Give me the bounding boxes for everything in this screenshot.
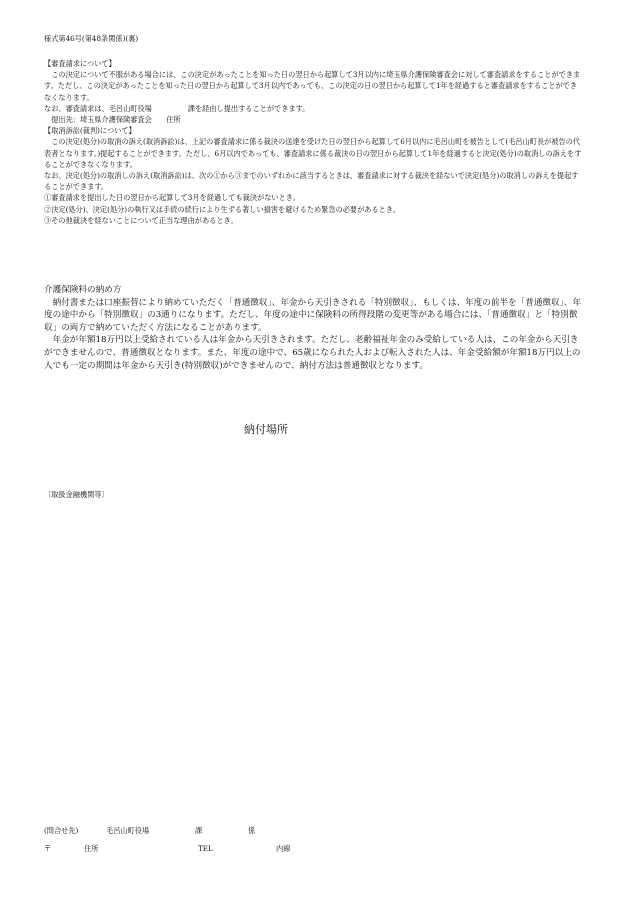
payment-method-paragraph-1: 納付書または口座振替により納めていただく「普通徴収」、年金から天引きされる「特別徴収」、もしくは、年度の前半を「普通徴収」、年度の途中から「特別徴収」の3通りになります。ただし、年度の途中に保険料の所得段階の変更等がある場合には、「普通徴収」と「特別徴収」の両方で納めていただく方法になることがあります。 (44, 297, 582, 333)
appeal-section (44, 58, 584, 226)
tel-label: TEL (198, 844, 213, 853)
appeal-heading: 【審査請求について】 (44, 59, 116, 68)
lawsuit-heading: 【取消訴訟(裁判)について】 (44, 126, 136, 136)
extension-label: 内線 (276, 844, 291, 853)
lawsuit-paragraph-2: なお、決定(処分)の取消しの訴え(取消訴訟)は、次の①から③までのいずれかに該当するときは、審査請求に対する裁決を経ないで決定(処分)の取消しの訴えを提起することができます。 (44, 171, 579, 192)
lawsuit-item-2: ②決定(処分)、決定(処分)の執行又は手続の続行により生ずる著しい損害を避けるため緊急の必要があるとき。 (44, 204, 400, 214)
contact-office: 毛呂山町役場 (106, 826, 150, 835)
postal-mark: 〒 (44, 844, 52, 853)
appeal-paragraph-1: この決定について不服がある場合には、この決定があったことを知った日の翌日から起算して3月以内に埼玉県介護保険審査会に対して審査請求をすることができます。ただし、この決定があったことを知った日の翌日から起算して3月以内であっても、この決定の日の翌日から起算して1年を経過すると審査請求をすることができなくなります。 (44, 70, 581, 102)
payment-place-heading: 納付場所 (244, 423, 288, 436)
form-header: 様式第46号(第48条関係)(裏) (44, 34, 139, 43)
payment-method-section (44, 284, 584, 372)
appeal-submit-to: 提出先：埼玉県介護保険審査会 住所 (51, 115, 181, 125)
contact-section: 課 (195, 826, 203, 835)
lawsuit-paragraph-1: この決定(処分)の取消の訴え(取消訴訟)は、上記の審査請求に係る裁決の送達を受けた日の翌日から起算して6月以内に毛呂山町を被告として(毛呂山町長が被告の代表者となります。)提起することができます。ただし、6月以内であっても、審査請求に係る裁決の日の翌日から起算して1年を経過すると決定(処分)の取消しの訴えをすることができなくなります。 (44, 137, 582, 169)
contact-subsection: 係 (248, 826, 256, 835)
inquiry-label: (問合せ先) (44, 826, 79, 835)
payment-method-paragraph-2: 年金が年額18万円以上受給されている人は年金から天引きされます。ただし、老齢福祉年金のみ受給している人は、この年金から天引きができませんので、普通徴収となります。また、年度の途中で、65歳になられた人および転入された人は、年金受給額が年額18万円以上の人でも一定の期間は年金から天引き(特別徴収)ができませんので、納付方法は普通徴収となります。 (44, 335, 581, 371)
lawsuit-item-1: ①審査請求を提出した日の翌日から起算して3月を経過しても裁決がないとき。 (44, 193, 300, 203)
address-label: 住所 (84, 844, 99, 853)
appeal-paragraph-2: なお、審査請求は、毛呂山町役場 課を経由し提出することができます。 (44, 103, 310, 113)
institutions-label: 〔取扱金融機関等〕 (44, 490, 109, 499)
payment-method-heading: 介護保険料の納め方 (44, 285, 122, 295)
lawsuit-item-3: ③その他裁決を経ないことについて正当な理由があるとき。 (44, 215, 238, 225)
